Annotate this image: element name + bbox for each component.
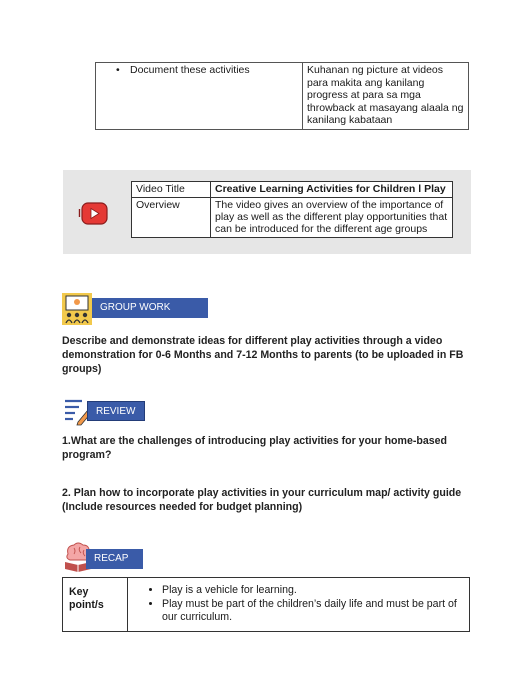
youtube-play-icon — [78, 200, 108, 226]
bullet: • — [116, 64, 120, 76]
recap-banner: RECAP — [86, 549, 143, 569]
table-row — [96, 63, 469, 130]
video-title-value: Creative Learning Activities for Children l Play — [211, 182, 453, 198]
key-point-1: • Play is a vehicle for learning. — [162, 584, 463, 597]
key-points-label: Key point/s — [63, 578, 128, 632]
overview-value: The video gives an overview of the importance of play as well as the different play opportunities that can be introduced for the different age groups — [211, 198, 453, 238]
activity-description-cell: Kuhanan ng picture at videos para makita ang kanilang progress at para sa mga throwback at masayang alaala ng kanilang kabataan — [303, 63, 469, 130]
activity-text: Document these activities — [130, 64, 250, 76]
review-question-1: 1.What are the challenges of introducing play activities for your home-based program? — [62, 435, 447, 461]
video-table — [131, 181, 453, 238]
overview-label: Overview — [132, 198, 211, 238]
key-points-cell — [128, 578, 470, 632]
group-work-text: Describe and demonstrate ideas for different play activities through a video demonstration for 0-6 Months and 7-12 Months to parents (to be uploaded in FB groups) — [62, 335, 464, 375]
key-point-2: • Play must be part of the children’s daily life and must be part of our curriculum. — [162, 598, 463, 624]
key-points-list — [134, 584, 463, 624]
group-work-banner: GROUP WORK — [92, 298, 208, 318]
activity-cell — [96, 63, 303, 130]
table-row — [132, 198, 453, 238]
review-banner: REVIEW — [87, 401, 145, 421]
recap-table — [62, 577, 470, 632]
table-row — [132, 182, 453, 198]
table-row — [63, 578, 470, 632]
presentation-group-icon — [62, 293, 92, 325]
video-title-label: Video Title — [132, 182, 211, 198]
review-question-2: 2. Plan how to incorporate play activities in your curriculum map/ activity guide (Include resources needed for budget planning) — [62, 487, 462, 513]
activity-table — [95, 62, 469, 130]
